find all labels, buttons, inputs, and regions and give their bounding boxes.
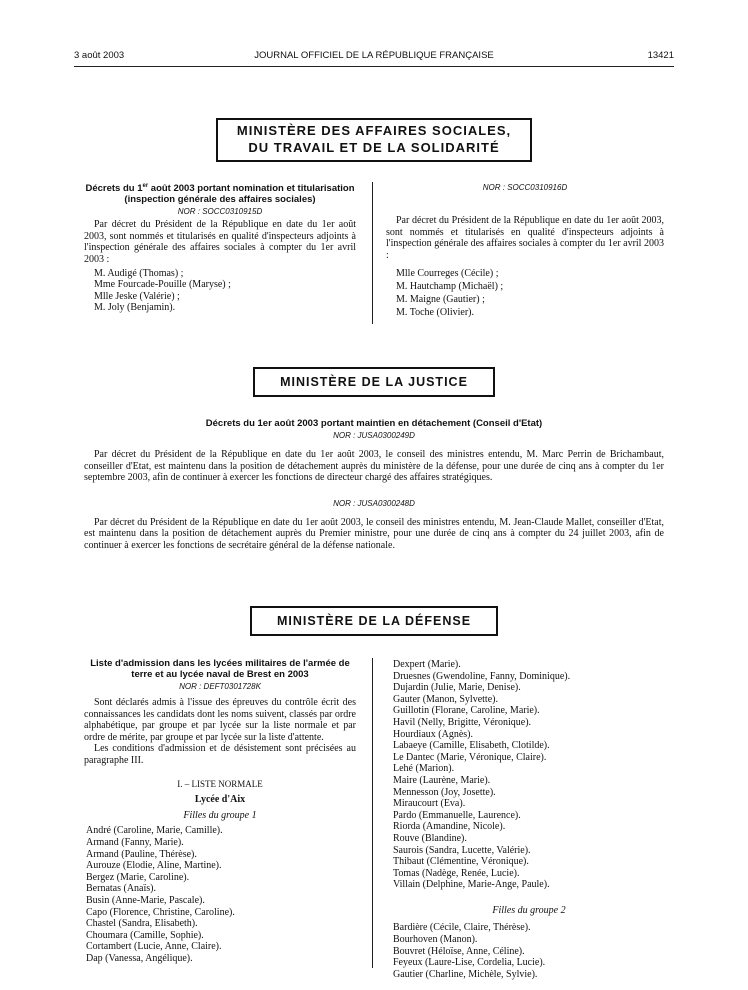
social-text-left: Par décret du Président de la République en date du 1er août 2003, sont nommés et titularisés en qualité d'inspecteurs adjoints à l'inspection générale des affaires sociales à compter du 1er avril 2003 : — [84, 219, 356, 265]
list-item: Lehé (Marion). — [393, 763, 455, 775]
list-item: Thibaut (Clémentine, Véronique). — [393, 856, 529, 868]
defense-names-left — [86, 825, 356, 964]
list-item: Villain (Delphine, Marie-Ange, Paule). — [393, 879, 550, 891]
justice-text-2: Par décret du Président de la République en date du 1er août 2003, le conseil des ministres entendu, M. Jean-Claude Mallet, conseiller d'Etat, est maintenu dans la position de détachement auprès du Premier ministre, pour une durée de cinq ans à compter du 24 juillet 2003, afin de continuer à exercer les fonctions de secrétaire général de la défense nationale. — [84, 516, 664, 551]
ministry-social-box — [216, 118, 532, 162]
list-item: M. Hautchamp (Michaël) ; — [396, 281, 504, 293]
list-item: Capo (Florence, Christine, Caroline). — [86, 906, 235, 918]
list-item: Maire (Laurène, Marie). — [393, 774, 491, 786]
list-item: Chastel (Sandra, Elisabeth). — [86, 918, 198, 930]
social-nor-right: NOR : SOCC0310916D — [482, 183, 568, 192]
social-column-divider — [372, 182, 373, 324]
list-item: Feyeux (Laure-Lise, Cordelia, Lucie). — [393, 957, 546, 969]
social-left-column — [84, 181, 356, 314]
social-decree-title: Décrets du 1er août 2003 portant nomination et titularisation (inspection générale des affaires sociales) — [85, 183, 355, 206]
list-item: Mennesson (Joy, Josette). — [393, 786, 496, 798]
defense-names-right-2 — [393, 922, 665, 980]
list-item: Guillotin (Florane, Caroline, Marie). — [393, 705, 540, 717]
defense-section-heading: I. – LISTE NORMALE — [177, 778, 263, 789]
list-item: Choumara (Camille, Sophie). — [86, 929, 204, 941]
page-header — [74, 50, 674, 64]
list-item: Rouve (Blandine). — [393, 832, 467, 844]
list-item: Dexpert (Marie). — [393, 659, 461, 670]
list-item: M. Toche (Olivier). — [396, 307, 474, 319]
justice-nor-2: NOR : JUSA0300248D — [333, 498, 415, 508]
list-item: Aurouze (Elodie, Aline, Martine). — [86, 860, 222, 872]
list-item: Miraucourt (Eva). — [393, 798, 466, 810]
list-item: M. Joly (Benjamin). — [94, 302, 176, 314]
justice-block — [84, 418, 664, 552]
ministry-defense-title: MINISTÈRE DE LA DÉFENSE — [276, 614, 472, 628]
list-item: Gautier (Charline, Michèle, Sylvie). — [393, 968, 538, 980]
list-item: Labaeye (Camille, Elisabeth, Clotilde). — [393, 740, 550, 752]
list-item: Dap (Vanessa, Angélique). — [86, 952, 193, 964]
list-item: Havil (Nelly, Brigitte, Véronique). — [393, 716, 532, 728]
ministry-defense-box — [250, 606, 498, 636]
defense-para-2: Les conditions d'admission et de désistement sont précisées au paragraphe III. — [84, 743, 356, 766]
defense-right-column — [393, 659, 665, 980]
list-item: Cortambert (Lucie, Anne, Claire). — [86, 941, 222, 953]
journal-title: JOURNAL OFFICIEL DE LA RÉPUBLIQUE FRANÇAISE — [254, 50, 494, 61]
list-item: Gauter (Manon, Sylvette). — [393, 693, 498, 705]
list-item: M. Maigne (Gautier) ; — [396, 294, 485, 306]
defense-para-1: Sont déclarés admis à l'issue des épreuves du contrôle écrit des connaissances les candidats dont les noms suivent, classés par ordre alphabétique, par groupe et par lycée sur la liste normale et par ordre de mérite, par groupe et par lycée sur la liste d'attente. — [84, 697, 356, 743]
list-item: Hourdiaux (Agnès). — [393, 728, 473, 740]
defense-names-right — [393, 659, 665, 891]
list-item: Bernatas (Anaïs). — [86, 883, 156, 895]
social-text-right: Par décret du Président de la République en date du 1er août 2003, sont nommés et titularisés en qualité d'inspecteurs adjoints à l'inspection générale des affaires sociales à compter du 1er avril 2003 : — [386, 215, 664, 261]
list-item: Armand (Fanny, Marie). — [86, 836, 184, 848]
list-item: Le Dantec (Marie, Véronique, Claire). — [393, 751, 547, 763]
justice-nor-1: NOR : JUSA0300249D — [333, 431, 415, 440]
defense-column-divider — [372, 658, 373, 968]
defense-left-column — [84, 658, 356, 964]
social-right-column — [386, 181, 664, 319]
list-item: Bergez (Marie, Caroline). — [86, 871, 190, 883]
list-item: Mme Fourcade-Pouille (Maryse) ; — [94, 279, 231, 291]
defense-list-title: Liste d'admission dans les lycées militaires de l'armée de terre et au lycée naval de Brest en 2003 — [90, 658, 350, 680]
header-date: 3 août 2003 — [74, 50, 125, 61]
list-item: Armand (Pauline, Thérèse). — [86, 848, 197, 860]
ministry-social-line2: DU TRAVAIL ET DE LA SOLIDARITÉ — [248, 140, 500, 155]
list-item: Pardo (Emmanuelle, Laurence). — [393, 809, 521, 821]
justice-decree-title: Décrets du 1er août 2003 portant maintien en détachement (Conseil d'Etat) — [205, 418, 543, 429]
list-item: Dujardin (Julie, Marie, Denise). — [393, 682, 521, 694]
list-item: Busin (Anne-Marie, Pascale). — [86, 894, 205, 906]
ministry-justice-title: MINISTÈRE DE LA JUSTICE — [280, 375, 468, 389]
list-item: Bouvret (Héloïse, Anne, Céline). — [393, 945, 525, 957]
list-item: Mlle Courreges (Cécile) ; — [396, 268, 499, 280]
page-number: 13421 — [647, 50, 674, 61]
list-item: Riorda (Amandine, Nicole). — [393, 821, 506, 833]
ministry-justice-box — [253, 367, 495, 397]
list-item: Druesnes (Gwendoline, Fanny, Dominique). — [393, 670, 571, 682]
list-item: Saurois (Sandra, Lucette, Valérie). — [393, 844, 531, 856]
defense-lycee-name: Lycée d'Aix — [194, 794, 246, 806]
ministry-social-line1: MINISTÈRE DES AFFAIRES SOCIALES, — [236, 123, 512, 138]
social-names-left — [94, 268, 356, 314]
list-item: M. Audigé (Thomas) ; — [94, 267, 184, 279]
list-item: André (Caroline, Marie, Camille). — [86, 825, 223, 837]
list-item: Tomas (Nadège, Renée, Lucie). — [393, 867, 520, 879]
list-item: Bardière (Cécile, Claire, Thérèse). — [393, 922, 531, 934]
header-rule — [74, 66, 674, 67]
list-item: Bourhoven (Manon). — [393, 934, 478, 946]
social-nor-left: NOR : SOCC0310915D — [177, 207, 263, 217]
defense-nor: NOR : DEFT0301728K — [179, 682, 261, 691]
justice-text-1: Par décret du Président de la République en date du 1er août 2003, le conseil des ministres entendu, M. Marc Perrin de Brichambaut, conseiller d'Etat, est maintenu dans la position de détachement auprès du ministère de la défense, pour une durée de cinq ans à compter du 1er septembre 2003, afin de continuer à exercer les fonctions de directeur chargé des affaires stratégiques. — [84, 449, 664, 484]
list-item: Mlle Jeske (Valérie) ; — [94, 290, 180, 302]
defense-group-2: Filles du groupe 2 — [492, 904, 566, 916]
defense-group-1: Filles du groupe 1 — [183, 809, 257, 821]
social-names-right — [396, 267, 664, 319]
